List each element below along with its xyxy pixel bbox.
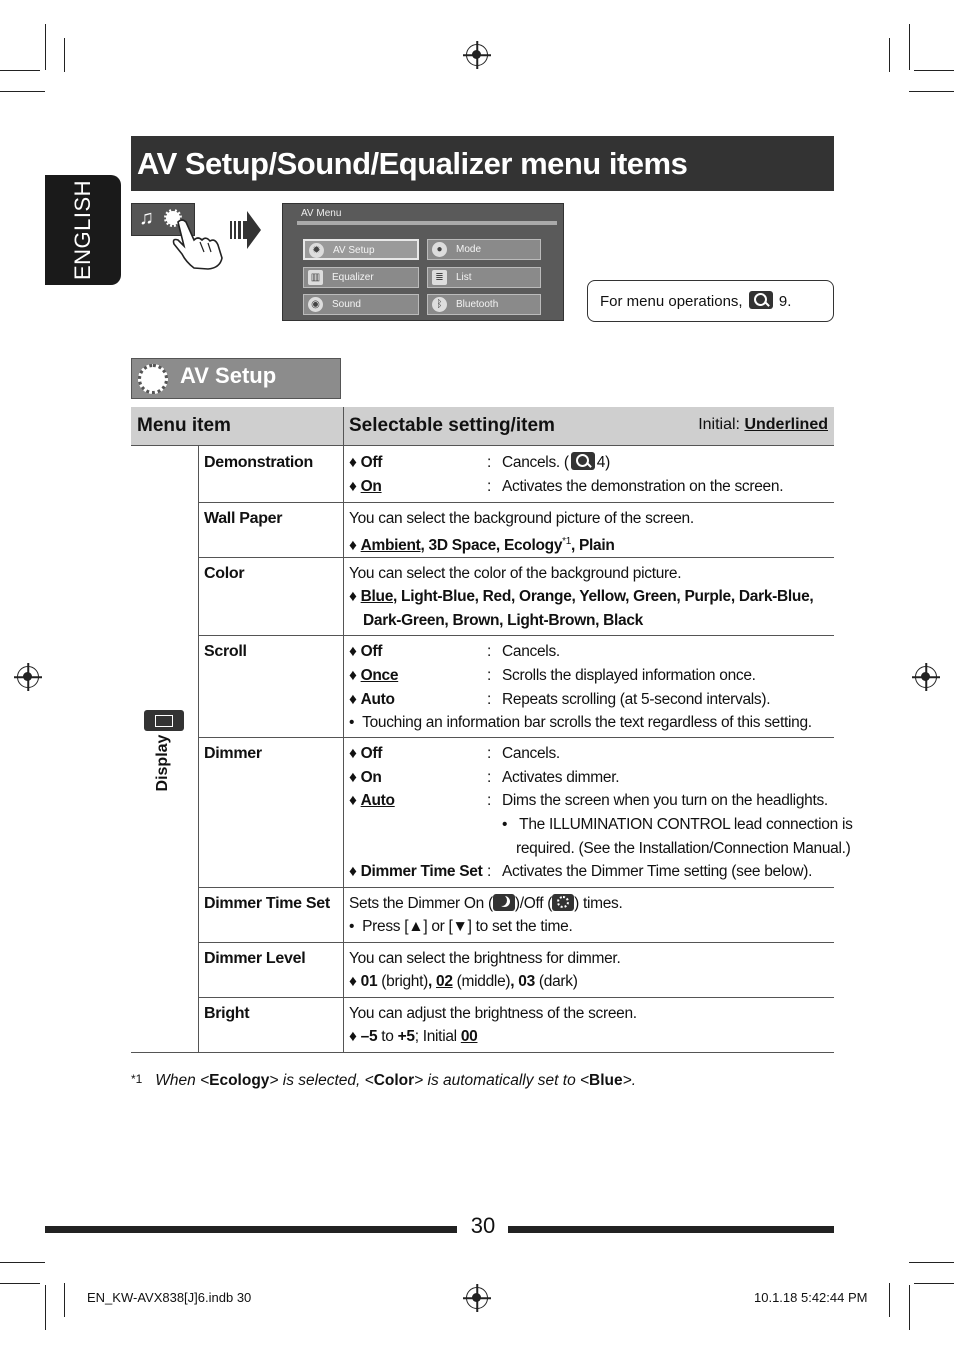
menu-item-dimmer-level: Dimmer Level (204, 950, 306, 967)
sun-icon (552, 894, 574, 911)
table-bottom-border (131, 1052, 834, 1053)
menu-operations-note: For menu operations, 9. (587, 280, 834, 322)
av-menu-screen (282, 203, 564, 321)
magnifier-reference-icon (571, 452, 595, 470)
music-settings-button-icon: ♫ (131, 203, 195, 236)
column-divider (343, 407, 344, 445)
colon: : (487, 745, 492, 762)
hand-pointer-icon (170, 218, 225, 270)
setting-description: You can select the color of the background picture. (349, 565, 682, 582)
menu-item-dimmer: Dimmer (204, 745, 262, 762)
colon: : (487, 769, 492, 786)
gear-icon: ✹ (309, 243, 324, 258)
row-divider (198, 502, 834, 503)
row-divider (198, 635, 834, 636)
down-arrow-icon: ▼ (452, 918, 468, 935)
option-description: Activates dimmer. (502, 769, 620, 786)
crop-mark (64, 1283, 65, 1317)
colon: : (487, 691, 492, 708)
av-menu-divider (297, 221, 557, 225)
option-once: ♦ Once (349, 667, 399, 684)
option-description: Scrolls the displayed information once. (502, 667, 756, 684)
crop-mark (909, 91, 954, 92)
option-off: ♦ Off (349, 643, 383, 660)
crop-mark (45, 24, 46, 70)
print-slug-file: EN_KW-AVX838[J]6.indb 30 (87, 1290, 252, 1305)
column-header-menu-item: Menu item (137, 415, 231, 436)
crop-mark (0, 70, 40, 71)
crop-mark (45, 1285, 46, 1330)
option-description: Cancels. (502, 745, 560, 762)
gear-icon (138, 364, 168, 394)
crop-mark (0, 1283, 40, 1284)
column-divider (343, 445, 344, 1052)
setting-description: You can adjust the brightness of the screen. (349, 1005, 637, 1022)
crop-mark (64, 38, 65, 72)
table-header (131, 407, 834, 446)
option-on: ♦ On (349, 769, 382, 786)
av-menu-title: AV Menu (301, 208, 342, 219)
equalizer-icon: ▥ (308, 270, 323, 285)
menu-item-wall-paper: Wall Paper (204, 510, 283, 527)
bluetooth-icon: ᛒ (432, 297, 447, 312)
column-header-setting: Selectable setting/item (349, 415, 555, 436)
option-auto: ♦ Auto (349, 792, 395, 809)
row-divider (198, 737, 834, 738)
setting-note: • The ILLUMINATION CONTROL lead connection is (502, 816, 853, 833)
option-off: ♦ Off (349, 454, 383, 471)
option-list: ♦ Ambient, 3D Space, Ecology$^{*1}$, Plain (349, 536, 615, 555)
footnote: *1 When <Ecology> is selected, <Color> is automatically set to <Blue>. (131, 1072, 636, 1089)
setting-note: • Touching an information bar scrolls the text regardless of this setting. (349, 714, 812, 731)
footer-rule (45, 1226, 457, 1233)
crop-mark (914, 1283, 954, 1284)
language-tab-label: ENGLISH (70, 179, 95, 281)
language-tab (45, 175, 121, 285)
option-off: ♦ Off (349, 745, 383, 762)
initial-legend: Initial: Underlined (698, 416, 828, 433)
setting-note: • Press [▲] or [▼] to set the time. (349, 918, 573, 935)
crop-mark (909, 1262, 954, 1263)
option-list: Dark-Green, Brown, Light-Brown, Black (363, 612, 643, 629)
page-number: 30 (470, 1213, 496, 1238)
option-description: Activates the demonstration on the screen. (502, 478, 784, 495)
mode-icon: ● (432, 242, 447, 257)
menu-item-bright: Bright (204, 1005, 250, 1022)
row-divider (198, 997, 834, 998)
footer-rule (508, 1226, 834, 1233)
crop-mark (914, 70, 954, 71)
menu-item-color: Color (204, 565, 245, 582)
menu-item-demonstration: Demonstration (204, 454, 313, 471)
registration-mark-icon (466, 1287, 488, 1309)
colon: : (487, 478, 492, 495)
display-icon (144, 710, 184, 731)
option-list: ♦ 01 (bright), 02 (middle), 03 (dark) (349, 973, 578, 990)
colon: : (487, 792, 492, 809)
arrow-right-icon (230, 211, 262, 249)
column-divider (198, 445, 199, 1052)
bluetooth-menu-button[interactable]: ᛒ Bluetooth (427, 294, 541, 315)
print-slug-date: 10.1.18 5:42:44 PM (754, 1290, 868, 1305)
option-description: Cancels. (502, 643, 560, 660)
colon: : (487, 667, 492, 684)
crop-mark (909, 1285, 910, 1330)
section-header-av-setup (131, 358, 341, 399)
moon-icon (493, 894, 515, 911)
setting-description: Sets the Dimmer On ( )/Off ( ) times. (349, 895, 623, 912)
option-description: Repeats scrolling (at 5-second intervals). (502, 691, 771, 708)
colon: : (487, 863, 492, 880)
colon: : (487, 643, 492, 660)
crop-mark (889, 1283, 890, 1317)
option-description: Cancels. ( 4) (502, 454, 610, 471)
option-auto: ♦ Auto (349, 691, 395, 708)
menu-item-dimmer-time-set: Dimmer Time Set (204, 895, 330, 912)
registration-mark-icon (466, 44, 488, 66)
setting-description: You can select the brightness for dimmer. (349, 950, 621, 967)
sound-icon: ◉ (308, 297, 323, 312)
page-title: AV Setup/Sound/Equalizer menu items (131, 136, 834, 191)
crop-mark (0, 1262, 45, 1263)
equalizer-menu-button[interactable]: ▥ Equalizer (303, 267, 419, 288)
section-title: AV Setup (180, 363, 277, 388)
menu-item-scroll: Scroll (204, 643, 247, 660)
option-dimmer-time-set: ♦ Dimmer Time Set (349, 863, 483, 880)
registration-mark-icon (17, 666, 39, 688)
row-divider (198, 887, 834, 888)
list-icon: ≣ (432, 270, 447, 285)
colon: : (487, 454, 492, 471)
option-list: ♦ Blue, Light-Blue, Red, Orange, Yellow, Green, Purple, Dark-Blue, (349, 588, 814, 605)
option-range: ♦ –5 to +5; Initial 00 (349, 1028, 478, 1045)
option-description: Activates the Dimmer Time setting (see below). (502, 863, 813, 880)
registration-mark-icon (915, 666, 937, 688)
option-description: Dims the screen when you turn on the headlights. (502, 792, 828, 809)
mode-menu-button[interactable]: ● Mode (427, 239, 541, 260)
crop-mark (909, 24, 910, 70)
row-divider (198, 942, 834, 943)
sound-menu-button[interactable]: ◉ Sound (303, 294, 419, 315)
option-on: ♦ On (349, 478, 382, 495)
magnifier-reference-icon (749, 291, 773, 309)
setting-description: You can select the background picture of the screen. (349, 510, 694, 527)
category-label: Display (154, 734, 171, 792)
setting-note: required. (See the Installation/Connection Manual.) (516, 840, 851, 857)
list-menu-button[interactable]: ≣ List (427, 267, 541, 288)
crop-mark (889, 38, 890, 72)
crop-mark (0, 91, 45, 92)
av-setup-menu-button[interactable]: ✹ AV Setup (303, 239, 419, 260)
up-arrow-icon: ▲ (408, 918, 424, 935)
